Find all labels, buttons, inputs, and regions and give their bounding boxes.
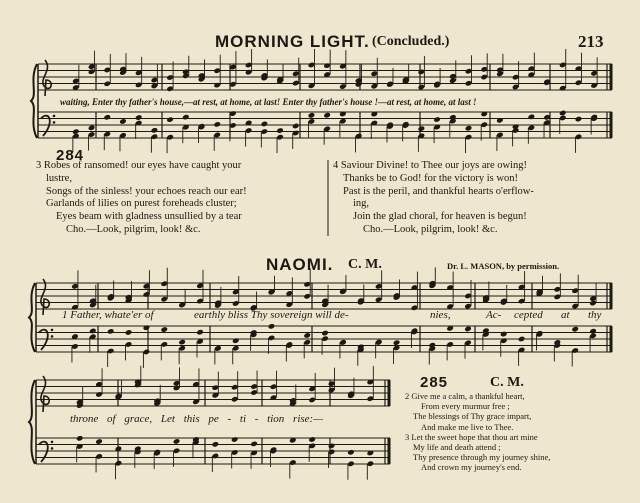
hymn-284-verse-3-line: Songs of the sinless! your echoes reach our ear! [46, 185, 247, 197]
morning-light-lower-note [418, 125, 426, 132]
morning-light-lower-note [292, 123, 300, 130]
morning-light-lower-bass-clef-dot [53, 121, 56, 124]
naomi-lyric-2: throne of grace, Let this pe - ti - tion rise:— [70, 413, 323, 425]
morning-light-lower-note [72, 128, 80, 135]
hymn-285-verse-line: And make me live to Thee. [421, 421, 514, 432]
naomi-system1-lower-note [500, 331, 508, 338]
naomi-lyric-1a: 1 Father, whate'er of [62, 309, 154, 321]
morning-light-lower-note [135, 114, 143, 121]
naomi-system1-lower-note [125, 329, 133, 336]
hymn-285-number: 285 [420, 374, 449, 391]
naomi-system1-lower-note [321, 330, 329, 337]
naomi-system1-lower-note [107, 328, 115, 335]
hymn-284-verse-4-line: Join the glad choral, for heaven is begun! [353, 211, 527, 223]
naomi-lyric-1c: nies, [430, 309, 451, 321]
morning-light-lower-note [103, 114, 111, 121]
hymn-284-verse-4-line: 4 Saviour Divine! to Thee our joys are owing! [333, 160, 528, 171]
naomi-system2-lower-note [250, 441, 258, 448]
hymn-284-verse-4-line: ing, [353, 198, 370, 210]
naomi-system1-lower-note [464, 326, 472, 333]
hymn-285-verse-line: And crown my journey's end. [421, 462, 522, 473]
hymn-285-verses [405, 391, 550, 473]
naomi-lyric-1d: Ac- [486, 309, 502, 321]
naomi-lyric-1f: at [561, 309, 570, 321]
naomi-system1-lower-bass-clef-dot [51, 335, 54, 338]
morning-light-upper-final-barline [610, 64, 613, 90]
morning-light-lower-note [213, 121, 221, 128]
morning-light-lower-note [575, 116, 583, 123]
naomi-system1-lower-note [393, 339, 401, 346]
hymn-284-verse-4-line: Cho.—Look, pilgrim, look! &c. [363, 223, 498, 235]
naomi-system1-lower-note [178, 339, 186, 346]
hymn-285-verse-line: 2 Give me a calm, a thankful heart, [405, 391, 525, 401]
naomi-system1-lower-bass-clef-dot [51, 329, 54, 332]
naomi-title: NAOMI. [266, 255, 334, 274]
naomi-system1-lower-final-barline [610, 326, 613, 352]
naomi-system2-lower-note [173, 438, 181, 445]
hymn-284-verse-3-line: 3 Robes of ransomed! our eyes have caught your [36, 160, 242, 171]
hymn-284-verse-4-line: Past is the peril, and thankful hearts o'erflow- [343, 185, 534, 197]
naomi-lyric-1g: thy [588, 309, 602, 321]
hymn-284-verse-4-line: Thanks be to God! for the victory is won! [343, 172, 518, 184]
morning-light-lower-note [119, 118, 127, 125]
hymn-285-meter: C. M. [490, 375, 524, 390]
naomi-system1-lower-note [268, 323, 276, 330]
naomi-system2-lower-note [328, 443, 336, 450]
hymn-284-verse-3-line: Cho.—Look, pilgrim, look! &c. [66, 223, 201, 235]
naomi-system2-lower-note [76, 435, 84, 442]
naomi-system2-lower-note [347, 449, 355, 456]
morning-light-lower-final-barline [610, 112, 613, 138]
naomi-system1-lower-note [589, 328, 597, 335]
naomi-meter: C. M. [348, 257, 382, 272]
hymn-285-verse-line: 3 Let the sweet hope that thou art mine [405, 431, 538, 442]
naomi-system1-lower-note [571, 326, 579, 333]
naomi-system1-lower-note [303, 332, 311, 339]
naomi-system1-brace [29, 283, 35, 352]
naomi-system2-lower-bass-clef-dot [51, 441, 54, 444]
morning-light-lower-note [182, 114, 190, 121]
hymn-284-number: 284 [56, 147, 85, 164]
tune-title: MORNING LIGHT. [215, 32, 370, 51]
tune-subtitle: (Concluded.) [372, 34, 450, 49]
morning-light-lower-note [559, 110, 567, 117]
morning-light-brace [31, 64, 37, 138]
system1-lyric: waiting, Enter thy father's house,—at rest, at home, at last! Enter thy father's house !—at rest, at home, at last ! [60, 97, 477, 107]
hymn-285-verse-line: From every murmur free ; [421, 401, 510, 412]
morning-light-lower-note [308, 112, 316, 119]
page-number: 213 [578, 32, 604, 51]
naomi-lyric-1b: earthly bliss Thy sovereign will de- [194, 309, 349, 321]
morning-light-lower-note [465, 125, 473, 132]
naomi-system1-lower-note [143, 324, 151, 331]
morning-light-lower-note [88, 125, 96, 132]
hymn-284-verse-3-line: lustre, [46, 172, 72, 184]
morning-light-lower-bass-clef-dot [53, 115, 56, 118]
hymn-285-verse-line: My life and death attend ; [413, 442, 501, 453]
naomi-system2-lower-note [95, 438, 103, 445]
naomi-system2-lower-note [212, 441, 220, 448]
morning-light-lower-note [433, 116, 441, 123]
naomi-system1-upper-treble-clef [41, 279, 49, 315]
naomi-credit: Dr. L. MASON, by permission. [447, 261, 560, 271]
naomi-system1-upper-final-barline [610, 283, 613, 309]
morning-light-lower-note [261, 121, 269, 128]
morning-light-lower-note [528, 114, 536, 121]
naomi-system2-upper-treble-clef [41, 376, 49, 412]
morning-light-lower-note [166, 116, 174, 123]
hymn-284-verse-3 [36, 160, 247, 237]
morning-light-upper-treble-clef [43, 60, 51, 96]
morning-light-lower-note [276, 127, 284, 134]
naomi-system1-lower-note [232, 337, 240, 344]
naomi-system2-upper-final-barline [388, 380, 391, 406]
naomi-system2-lower-final-barline [388, 438, 391, 464]
naomi-system2-brace [29, 380, 35, 464]
hymn-285-verse-line: Thy presence through my journey shine, [413, 452, 551, 463]
naomi-lyric-1e: cepted [514, 309, 543, 321]
naomi-system1-lower-note [196, 329, 204, 336]
naomi-system1-lower-note [160, 326, 168, 333]
hymn-285-verse-line: The blessings of Thy grace impart, [413, 411, 532, 422]
naomi-system2-lower-bass-clef-dot [51, 447, 54, 450]
naomi-system1-lower-note [89, 328, 97, 335]
morning-light-lower-note [323, 112, 331, 119]
naomi-system2-lower-note [308, 436, 316, 443]
hymn-284-verse-4 [333, 160, 534, 237]
naomi-system1-lower-note [518, 336, 526, 343]
morning-light-lower-note [151, 127, 159, 134]
hymn-284-verse-3-line: Eyes beam with gladness unsullied by a tear [56, 211, 242, 223]
hymn-284-verse-3-line: Garlands of lilies on purest foreheads cluster; [46, 198, 237, 210]
naomi-system2-lower-note [231, 436, 239, 443]
